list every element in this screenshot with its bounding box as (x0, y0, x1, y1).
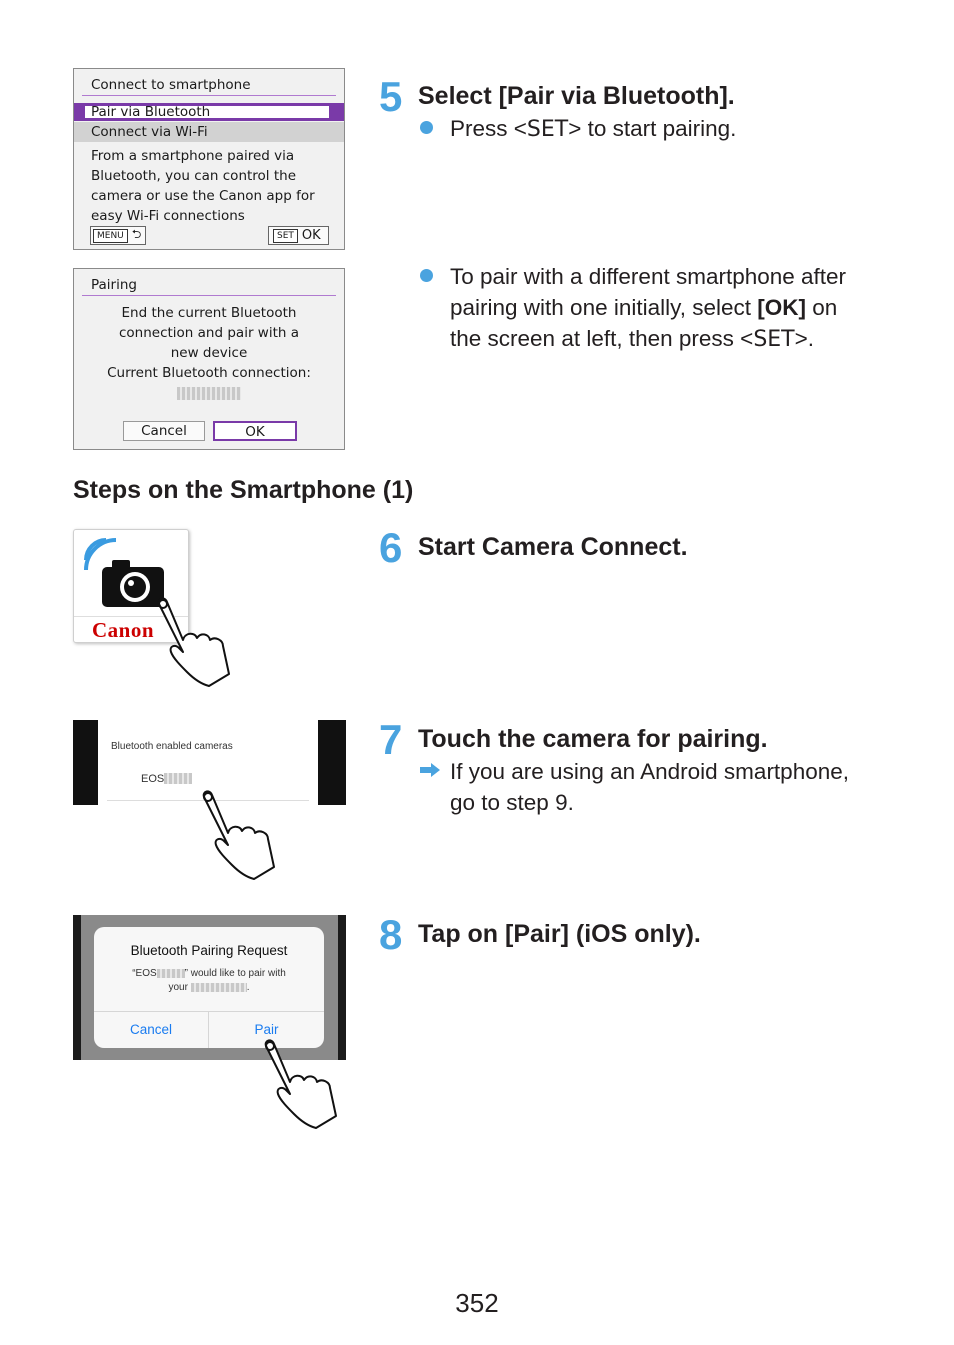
camera-screen-pairing (73, 268, 345, 450)
step-title: Touch the camera for pairing. (418, 725, 768, 753)
step-number: 7 (379, 716, 402, 763)
screen-description: From a smartphone paired via Bluetooth, you can control the camera or use the Canon app for easy Wi-Fi connections (91, 148, 315, 224)
pairing-message: End the current Bluetooth connection and pair with a new device Current Bluetooth connection: (74, 303, 344, 403)
step-title: Tap on [Pair] (iOS only). (418, 920, 701, 948)
section-heading: Steps on the Smartphone (1) (73, 476, 414, 504)
cancel-button[interactable]: Cancel (129, 1022, 173, 1037)
step-title: Select [Pair via Bluetooth]. (418, 82, 735, 110)
menu-back-key[interactable] (90, 226, 146, 245)
menu-item-label: Pair via Bluetooth (91, 104, 211, 120)
step-note: To pair with a different smartphone after pairing with one initially, select [OK] on the screen at left, then press <SET>. (450, 264, 847, 352)
title-divider (82, 295, 336, 296)
back-icon: ⮌ (131, 227, 142, 241)
set-key-label: SET (273, 229, 298, 243)
step-note: If you are using an Android smartphone, go to step 9. (450, 759, 850, 815)
dialog-title: Bluetooth Pairing Request (130, 943, 288, 958)
screen-title: Pairing (91, 277, 137, 293)
tap-hand-icon (200, 789, 282, 881)
step-number: 6 (379, 524, 402, 571)
step-number: 8 (379, 911, 402, 958)
set-ok-key[interactable] (268, 226, 329, 245)
camera-screen-connect-to-smartphone (73, 68, 345, 250)
dialog-message: “EOS ” would like to pair with your . (132, 968, 286, 993)
menu-item-label: Connect via Wi-Fi (91, 124, 208, 140)
bullet-icon (420, 269, 433, 282)
title-divider (82, 95, 336, 96)
ok-label: OK (301, 228, 321, 243)
step-number: 5 (379, 73, 402, 120)
bullet-icon (420, 121, 433, 134)
step-instruction: Press <SET> to start pairing. (450, 116, 737, 142)
set-key-symbol: SET (753, 327, 795, 352)
blurred-device-name (177, 387, 241, 400)
list-heading: Bluetooth enabled cameras (111, 741, 233, 752)
menu-key-label: MENU (93, 229, 128, 243)
step-title: Start Camera Connect. (418, 533, 688, 561)
tap-hand-icon (262, 1038, 344, 1130)
pair-button[interactable]: Pair (254, 1022, 279, 1037)
set-key-symbol: SET (526, 117, 569, 142)
tap-hand-icon (155, 596, 237, 688)
page-number: 352 (455, 1288, 499, 1318)
cancel-button[interactable]: Cancel (123, 421, 205, 441)
canon-logo: Canon (92, 618, 155, 642)
pairing-request-dialog (94, 927, 324, 1048)
ok-button[interactable]: OK (213, 421, 297, 441)
screen-title: Connect to smartphone (91, 77, 251, 93)
camera-name: EOS (141, 773, 165, 785)
blurred-camera-id (164, 773, 192, 784)
menu-item-connect-via-wifi[interactable] (74, 122, 344, 142)
arrow-right-icon (419, 762, 441, 778)
